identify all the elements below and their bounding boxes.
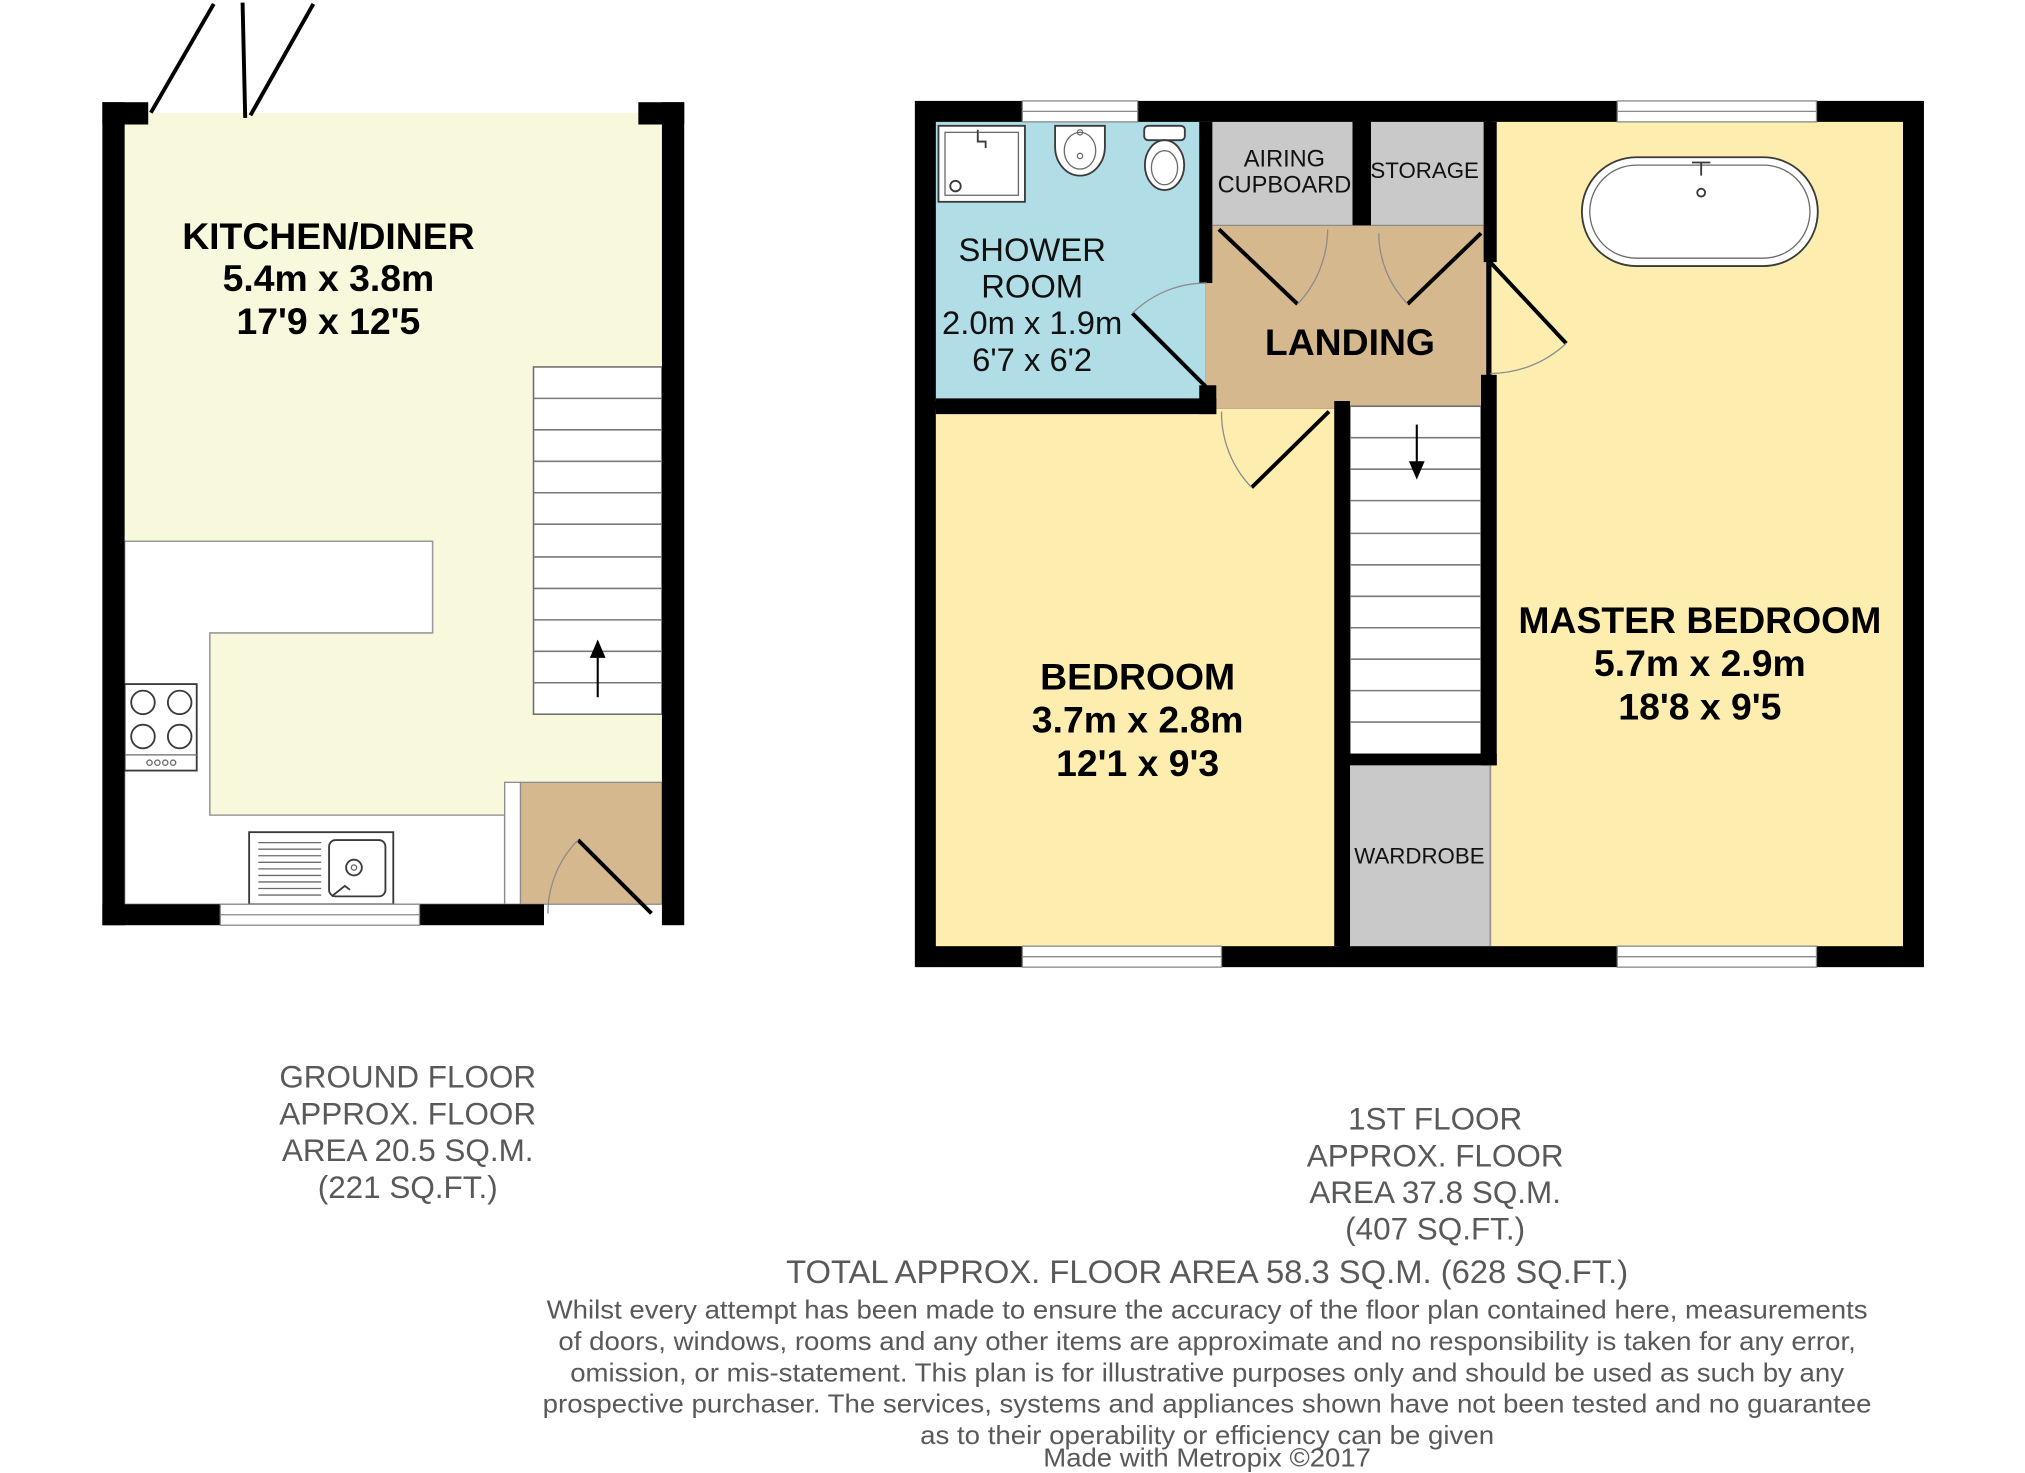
hob-burner — [131, 691, 155, 715]
basin-outer — [1055, 126, 1105, 176]
shower-room-side-wall — [1199, 122, 1212, 283]
kitchen-diner-metric-size: 5.4m x 3.8m — [222, 256, 435, 299]
shower-room-label-line-1: SHOWER — [958, 230, 1106, 268]
summary-line: GROUND FLOOR — [279, 1059, 537, 1095]
first-floor-summary — [1307, 1102, 1564, 1247]
shower-tray — [938, 126, 1024, 202]
lobby-partition — [505, 782, 521, 904]
kitchen-diner-label: KITCHEN/DINER — [182, 214, 475, 257]
bedroom-label: BEDROOM — [1040, 655, 1236, 698]
master-bedroom-label: MASTER BEDROOM — [1518, 598, 1882, 641]
toilet-cistern — [1144, 126, 1185, 140]
wardrobe-label: WARDROBE — [1354, 843, 1485, 869]
bedroom-window — [1022, 946, 1221, 967]
wall-top-right — [638, 102, 684, 124]
ground-floor — [102, 3, 684, 926]
first-floor-stairs — [1350, 406, 1481, 755]
summary-line: (221 SQ.FT.) — [317, 1169, 498, 1205]
bath-outer — [1582, 157, 1818, 266]
bifold-doors — [151, 3, 314, 118]
shower-room-label-line-2: ROOM — [981, 267, 1084, 305]
summary-line: AREA 37.8 SQ.M. — [1309, 1175, 1561, 1211]
ground-floor-summary — [279, 1060, 536, 1205]
disclaimer — [543, 1296, 1872, 1472]
bedroom-imperial-size: 12'1 x 9'3 — [1056, 741, 1220, 784]
stairwell-side-wall — [1481, 375, 1497, 766]
sink-drain — [346, 860, 362, 876]
shower-room-window — [1022, 101, 1137, 122]
kitchen-diner-imperial-size: 17'9 x 12'5 — [236, 300, 421, 343]
master-bedroom-metric-size: 5.7m x 2.9m — [1594, 642, 1806, 685]
airing-cupboard-label-line-2: CUPBOARD — [1217, 171, 1352, 198]
shower-bedroom-wall — [936, 398, 1216, 414]
disclaimer-line: prospective purchaser. The services, systems and appliances shown have not been tested and no guarantee — [542, 1390, 1872, 1419]
bath-drain — [1697, 189, 1705, 197]
disclaimer-line: of doors, windows, rooms and any other items are approximate and no responsibility is taken for any error, — [558, 1327, 1856, 1356]
disclaimer-line: as to their operability or efficiency can be given — [920, 1422, 1495, 1451]
total-floor-area: TOTAL APPROX. FLOOR AREA 58.3 SQ.M. (628 SQ.FT.) — [786, 1252, 1629, 1290]
shower-drain — [950, 181, 960, 191]
wall-top-left — [102, 102, 148, 124]
airing-cupboard-label-line-1: AIRING — [1243, 145, 1326, 172]
bedroom-metric-size: 3.7m x 2.8m — [1031, 698, 1244, 741]
shower-room-metric-size: 2.0m x 1.9m — [942, 304, 1123, 342]
master-bedroom-front-window — [1617, 101, 1816, 122]
stairs-outline — [1350, 406, 1481, 755]
kitchen-window — [220, 904, 419, 925]
master-bedroom-rear-window — [1617, 946, 1816, 967]
wall-right — [662, 102, 684, 925]
hob-burner — [168, 725, 192, 749]
wall-left — [102, 102, 124, 925]
landing-floor — [1206, 225, 1486, 408]
summary-line: APPROX. FLOOR — [1306, 1138, 1564, 1174]
disclaimer-line: omission, or mis-statement. This plan is for illustrative purposes only and should be used as such by any — [570, 1359, 1845, 1388]
summary-line: AREA 20.5 SQ.M. — [281, 1133, 534, 1169]
first-floor — [915, 101, 1924, 967]
bifold-door-panel — [250, 4, 313, 115]
master-bedroom-imperial-size: 18'8 x 9'5 — [1618, 685, 1782, 728]
stairwell-end-wall — [1350, 754, 1497, 766]
toilet — [1144, 126, 1185, 190]
credit-line: Made with Metropix ©2017 — [1043, 1444, 1371, 1473]
disclaimer-line: Whilst every attempt has been made to ensure the accuracy of the floor plan contained here, measurements — [546, 1296, 1868, 1325]
kitchen-sink — [249, 832, 393, 904]
hob-burner — [131, 725, 155, 749]
wash-basin — [1055, 126, 1105, 176]
landing-label: LANDING — [1264, 321, 1435, 364]
ground-floor-stairs — [534, 367, 662, 714]
summary-line: APPROX. FLOOR — [279, 1096, 537, 1132]
bifold-door-panel — [151, 4, 214, 113]
summary-line: 1ST FLOOR — [1348, 1101, 1523, 1137]
summary-line: (407 SQ.FT.) — [1345, 1211, 1526, 1247]
entrance-lobby-floor — [520, 782, 662, 904]
bath — [1582, 157, 1818, 266]
toilet-bowl — [1145, 140, 1184, 190]
storage-label: STORAGE — [1370, 158, 1479, 184]
bedroom-side-wall — [1334, 401, 1350, 946]
landing-master-wall — [1484, 122, 1497, 262]
cupboard-divider-wall — [1353, 122, 1371, 226]
bifold-door-panel — [243, 3, 246, 118]
hob-burner — [168, 691, 192, 715]
shower-room-imperial-size: 6'7 x 6'2 — [972, 340, 1093, 378]
hob — [125, 684, 197, 770]
